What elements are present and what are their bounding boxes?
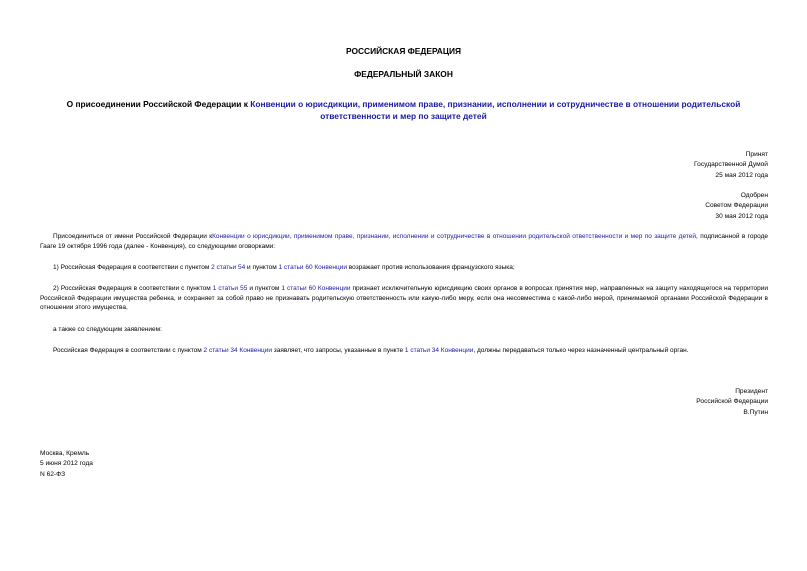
approved-date: 30 мая 2012 года <box>715 212 768 220</box>
convention-title-link[interactable]: Конвенции о юрисдикции, применимом праве, признании, исполнении и сотрудничестве в отношении родительской ответственности и мер по защите детей <box>250 99 741 121</box>
text-segment: и пунктом <box>247 285 282 292</box>
reservation-1-paragraph <box>40 263 768 273</box>
declaration-intro-paragraph: а также со следующим заявлением: <box>53 326 162 333</box>
law-number: N 62-ФЗ <box>40 470 66 478</box>
approved-block <box>705 191 768 222</box>
text-segment: Присоединиться от имени Российской Федерации к <box>53 233 213 240</box>
country-heading: РОССИЙСКАЯ ФЕДЕРАЦИЯ <box>345 46 462 56</box>
article-34-2-link[interactable]: 2 статьи 34 Конвенции <box>203 347 272 354</box>
law-title-prefix: О присоединении Российской Федерации к <box>66 99 251 109</box>
signatory-country: Российской Федерации <box>696 398 768 406</box>
text-segment: 1) Российская Федерация в соответствии с пунктом <box>53 264 212 271</box>
text-segment: , подписанной в городе Гааге 19 октября 1996 года (далее - Конвенция), со следующими оговорками: <box>40 233 768 250</box>
signatory-title: Президент <box>735 388 768 395</box>
article-60-link[interactable]: 1 статьи 60 Конвенции <box>278 264 347 271</box>
signing-date: 5 июня 2012 года <box>40 460 93 468</box>
text-segment: возражает против использования французского языка; <box>346 264 515 271</box>
text-segment: и пунктом <box>245 264 279 271</box>
adopted-date: 25 мая 2012 года <box>715 171 768 179</box>
article-60-link[interactable]: 1 статьи 60 Конвенции <box>281 285 351 292</box>
signature-block <box>696 387 768 418</box>
accession-paragraph <box>40 232 768 251</box>
law-title <box>40 99 767 122</box>
text-segment: , должны передаваться только через назначенный центральный орган. <box>473 347 689 354</box>
article-34-1-link[interactable]: 1 статьи 34 Конвенции <box>404 347 474 354</box>
adopted-block <box>694 150 768 181</box>
text-segment: заявляет, что запросы, указанные в пункте <box>272 347 405 354</box>
article-54-link[interactable]: 2 статьи 54 <box>211 264 246 271</box>
doc-type-heading: ФЕДЕРАЛЬНЫЙ ЗАКОН <box>354 69 453 79</box>
adopted-label: Принят <box>745 151 768 158</box>
adopted-body: Государственной Думой <box>694 161 768 169</box>
text-segment: признает исключительную юрисдикцию своих органов в вопросах принятия мер, направленных на защиту находящегося на территории Российской Федерации имущества ребенка, и сохраняет за собой право не признавать родительскую ответственность или какую-либо меру, если она несовместима с какой-либо мерой, принимаемой органами Российской Федерации в отношении этого имущества, <box>40 285 768 312</box>
text-segment: 2) Российская Федерация в соответствии с пунктом <box>53 285 213 292</box>
reservation-2-paragraph <box>40 284 768 313</box>
approved-label: Одобрен <box>740 192 768 199</box>
signatory-name: В.Путин <box>743 408 768 416</box>
declaration-paragraph <box>40 346 768 356</box>
convention-link[interactable]: Конвенции о юрисдикции, применимом праве, признании, исполнении и сотрудничестве в отношении родительской ответственности и мер по защите детей <box>212 233 697 240</box>
article-55-link[interactable]: 1 статьи 55 <box>212 285 248 292</box>
text-segment: Российская Федерация в соответствии с пунктом <box>53 347 204 354</box>
footer-block <box>40 449 93 480</box>
signing-place: Москва, Кремль <box>40 450 90 457</box>
approved-body: Советом Федерации <box>705 202 768 210</box>
